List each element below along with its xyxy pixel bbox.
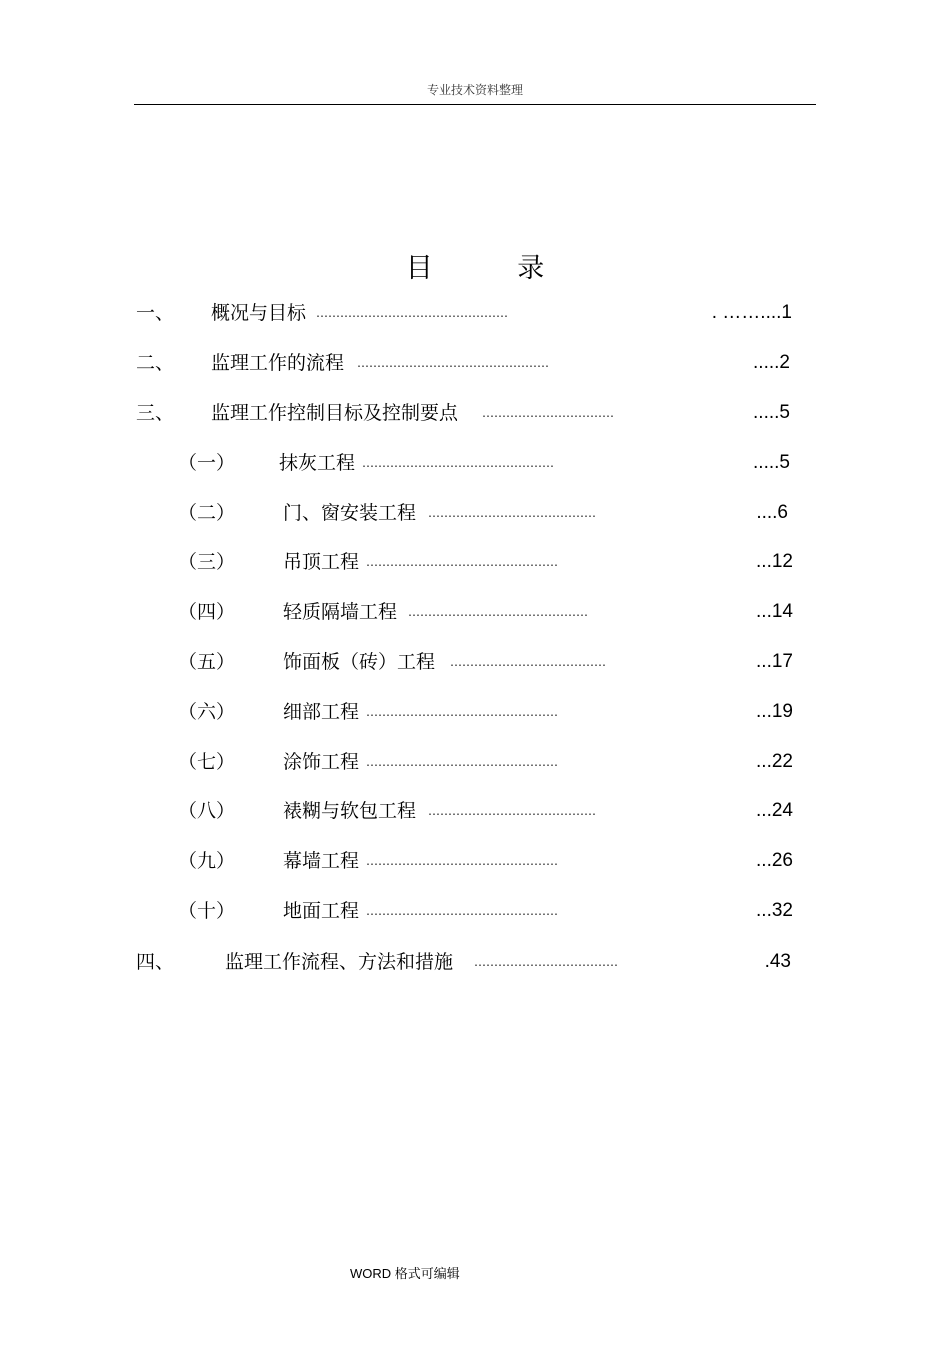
header-divider bbox=[134, 104, 816, 105]
toc-entry-number: （八） bbox=[178, 800, 236, 822]
toc-entry-number: 三、 bbox=[136, 402, 175, 424]
toc-entry-page: ...26 bbox=[756, 850, 793, 871]
toc-entry-label: 细部工程 bbox=[283, 701, 360, 723]
toc-entry-label: 涂饰工程 bbox=[283, 751, 360, 773]
toc-entry-page: .....5 bbox=[753, 452, 790, 473]
toc-entry-number: 四、 bbox=[136, 951, 175, 973]
toc-entry-leader: ………………………………………… bbox=[366, 555, 558, 569]
toc-entry-label: 地面工程 bbox=[283, 900, 360, 922]
toc-entry-label: 门、窗安装工程 bbox=[283, 502, 417, 524]
toc-entry[interactable] bbox=[0, 898, 950, 924]
toc-entry[interactable] bbox=[0, 300, 950, 326]
toc-entry-number: （一） bbox=[178, 452, 236, 474]
toc-entry[interactable] bbox=[0, 350, 950, 376]
toc-entry-page: ...22 bbox=[756, 751, 793, 772]
toc-entry[interactable] bbox=[0, 699, 950, 725]
toc-entry-page: ...24 bbox=[756, 800, 793, 821]
toc-entry[interactable] bbox=[0, 848, 950, 874]
toc-entry-page: ...19 bbox=[756, 701, 793, 722]
toc-entry-number: （十） bbox=[178, 900, 236, 922]
toc-entry-label: 抹灰工程 bbox=[279, 452, 356, 474]
toc-entry-leader: ………………………………………… bbox=[366, 854, 558, 868]
toc-entry[interactable] bbox=[0, 500, 950, 526]
toc-entry-leader: ………………………………… bbox=[450, 655, 606, 669]
toc-entry-leader: ………………………………………… bbox=[357, 356, 549, 370]
toc-entry[interactable] bbox=[0, 798, 950, 824]
toc-entry-label: 幕墙工程 bbox=[283, 850, 360, 872]
toc-entry-leader: …………………………… bbox=[482, 406, 614, 420]
toc-entry-page: ...12 bbox=[756, 551, 793, 572]
toc-entry-leader: ………………………………………… bbox=[316, 306, 508, 320]
toc-entry-label: 监理工作的流程 bbox=[211, 352, 345, 374]
toc-entry-page: ...32 bbox=[756, 900, 793, 921]
toc-entry[interactable] bbox=[0, 949, 950, 975]
toc-entry-leader: …………………………………… bbox=[428, 506, 596, 520]
toc-entry-label: 吊顶工程 bbox=[283, 551, 360, 573]
toc-entry-label: 饰面板（砖）工程 bbox=[283, 651, 436, 673]
toc-entry-leader: ………………………………………… bbox=[366, 755, 558, 769]
toc-entry-number: （三） bbox=[178, 551, 236, 573]
toc-entry[interactable] bbox=[0, 649, 950, 675]
toc-entry-leader: ………………………………………… bbox=[366, 904, 558, 918]
toc-entry[interactable] bbox=[0, 450, 950, 476]
toc-entry-label: 裱糊与软包工程 bbox=[283, 800, 417, 822]
toc-entry[interactable] bbox=[0, 599, 950, 625]
toc-entry-page: .....5 bbox=[753, 402, 790, 423]
toc-entry-leader: ……………………………… bbox=[474, 955, 618, 969]
toc-entry-page: ....6 bbox=[756, 502, 788, 523]
toc-entry-number: （二） bbox=[178, 502, 236, 524]
toc-entry-label: 监理工作流程、方法和措施 bbox=[225, 951, 454, 973]
toc-entry-number: 二、 bbox=[136, 352, 175, 374]
toc-entry-number: 一、 bbox=[136, 302, 175, 324]
toc-entry-number: （七） bbox=[178, 751, 236, 773]
toc-entry-leader: ………………………………………… bbox=[366, 705, 558, 719]
toc-entry-label: 监理工作控制目标及控制要点 bbox=[211, 402, 459, 424]
toc-entry[interactable] bbox=[0, 749, 950, 775]
toc-entry-leader: ……………………………………… bbox=[408, 605, 588, 619]
toc-entry[interactable] bbox=[0, 549, 950, 575]
toc-entry-page: ...17 bbox=[756, 651, 793, 672]
page-header: 专业技术资料整理 bbox=[426, 83, 523, 97]
toc-entry-leader: …………………………………… bbox=[428, 804, 596, 818]
toc-entry-label: 概况与目标 bbox=[211, 302, 307, 324]
toc-entry-leader: ………………………………………… bbox=[362, 456, 554, 470]
toc-entry-page: .....2 bbox=[753, 352, 790, 373]
toc-entry-number: （五） bbox=[178, 651, 236, 673]
toc-title: 目 录 bbox=[405, 253, 583, 284]
toc-entry-number: （四） bbox=[178, 601, 236, 623]
toc-entry-page: ...14 bbox=[756, 601, 793, 622]
toc-entry[interactable] bbox=[0, 400, 950, 426]
page-footer: WORD 格式可编辑 bbox=[350, 1266, 460, 1281]
toc-entry-page: . ……....1 bbox=[711, 302, 792, 323]
toc-entry-number: （六） bbox=[178, 701, 236, 723]
toc-entry-label: 轻质隔墙工程 bbox=[283, 601, 398, 623]
toc-entry-page: .43 bbox=[764, 951, 791, 972]
toc-entry-number: （九） bbox=[178, 850, 236, 872]
